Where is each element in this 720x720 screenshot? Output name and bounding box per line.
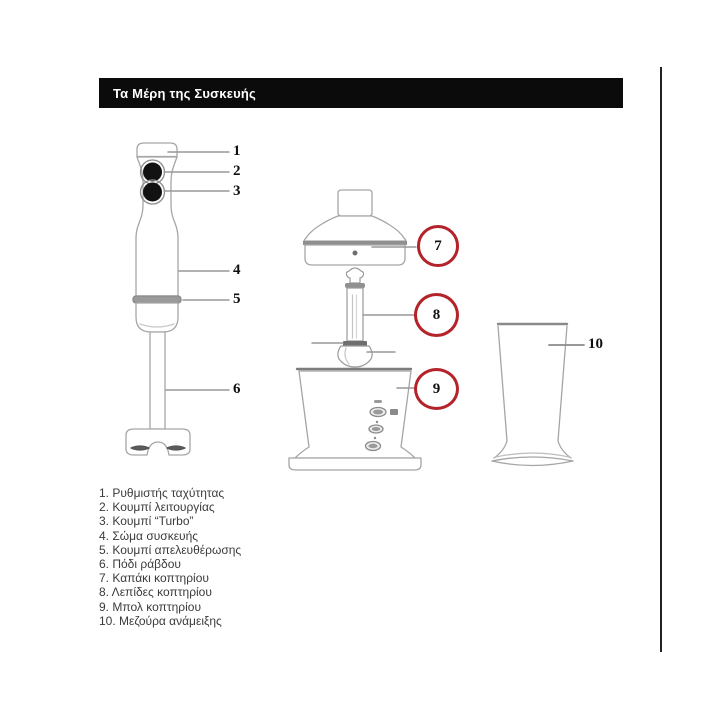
- callout-7: 7: [434, 237, 442, 254]
- parts-list-item-1: 1. Ρυθμιστής ταχύτητας: [99, 486, 225, 500]
- parts-list-item-7: 7. Καπάκι κοπτηρίου: [99, 571, 209, 586]
- callout-6: 6: [233, 381, 241, 397]
- callout-4: 4: [233, 262, 241, 278]
- circled-callout-7: [417, 225, 459, 267]
- callout-8: 8: [432, 306, 441, 323]
- callout-2: 2: [233, 163, 241, 179]
- callout-9: 9: [432, 380, 441, 397]
- blending-foot-drawing: [126, 332, 190, 455]
- callout-10: 10: [588, 336, 603, 352]
- callout-5: 5: [233, 291, 241, 307]
- chopper-bowl-drawing: [289, 369, 421, 470]
- turbo-button-drawing: [141, 180, 165, 204]
- parts-list: [99, 486, 241, 628]
- circled-callout-9: [414, 368, 459, 410]
- parts-list-item-10: 10. Μεζούρα ανάμειξης: [99, 613, 222, 628]
- speed-regulator-drawing: [137, 143, 177, 157]
- leader-lines: [164, 152, 584, 390]
- parts-list-item-6: 6. Πόδι ράβδου: [99, 557, 181, 572]
- chopper-lid-drawing: [303, 190, 407, 265]
- circled-callout-8: [414, 293, 459, 337]
- parts-list-item-8: 8. Λεπίδες κοπτηρίου: [99, 585, 212, 600]
- callout-1: 1: [233, 143, 241, 159]
- release-button-drawing: [133, 296, 181, 303]
- parts-list-item-9: 9. Μπολ κοπτηρίου: [99, 599, 202, 614]
- parts-list-item-3: 3. Κουμπί “Turbo”: [99, 514, 194, 529]
- parts-list-item-2: 2. Κουμπί λειτουργίας: [99, 500, 215, 515]
- parts-list-item-4: 4. Σώμα συσκευής: [99, 528, 199, 543]
- callout-3: 3: [233, 183, 241, 199]
- hand-blender-drawing: [126, 143, 190, 455]
- parts-list-item-5: 5. Κουμπί απελευθέρωσης: [99, 542, 242, 557]
- page-title: Τα Μέρη της Συσκευής: [113, 85, 256, 101]
